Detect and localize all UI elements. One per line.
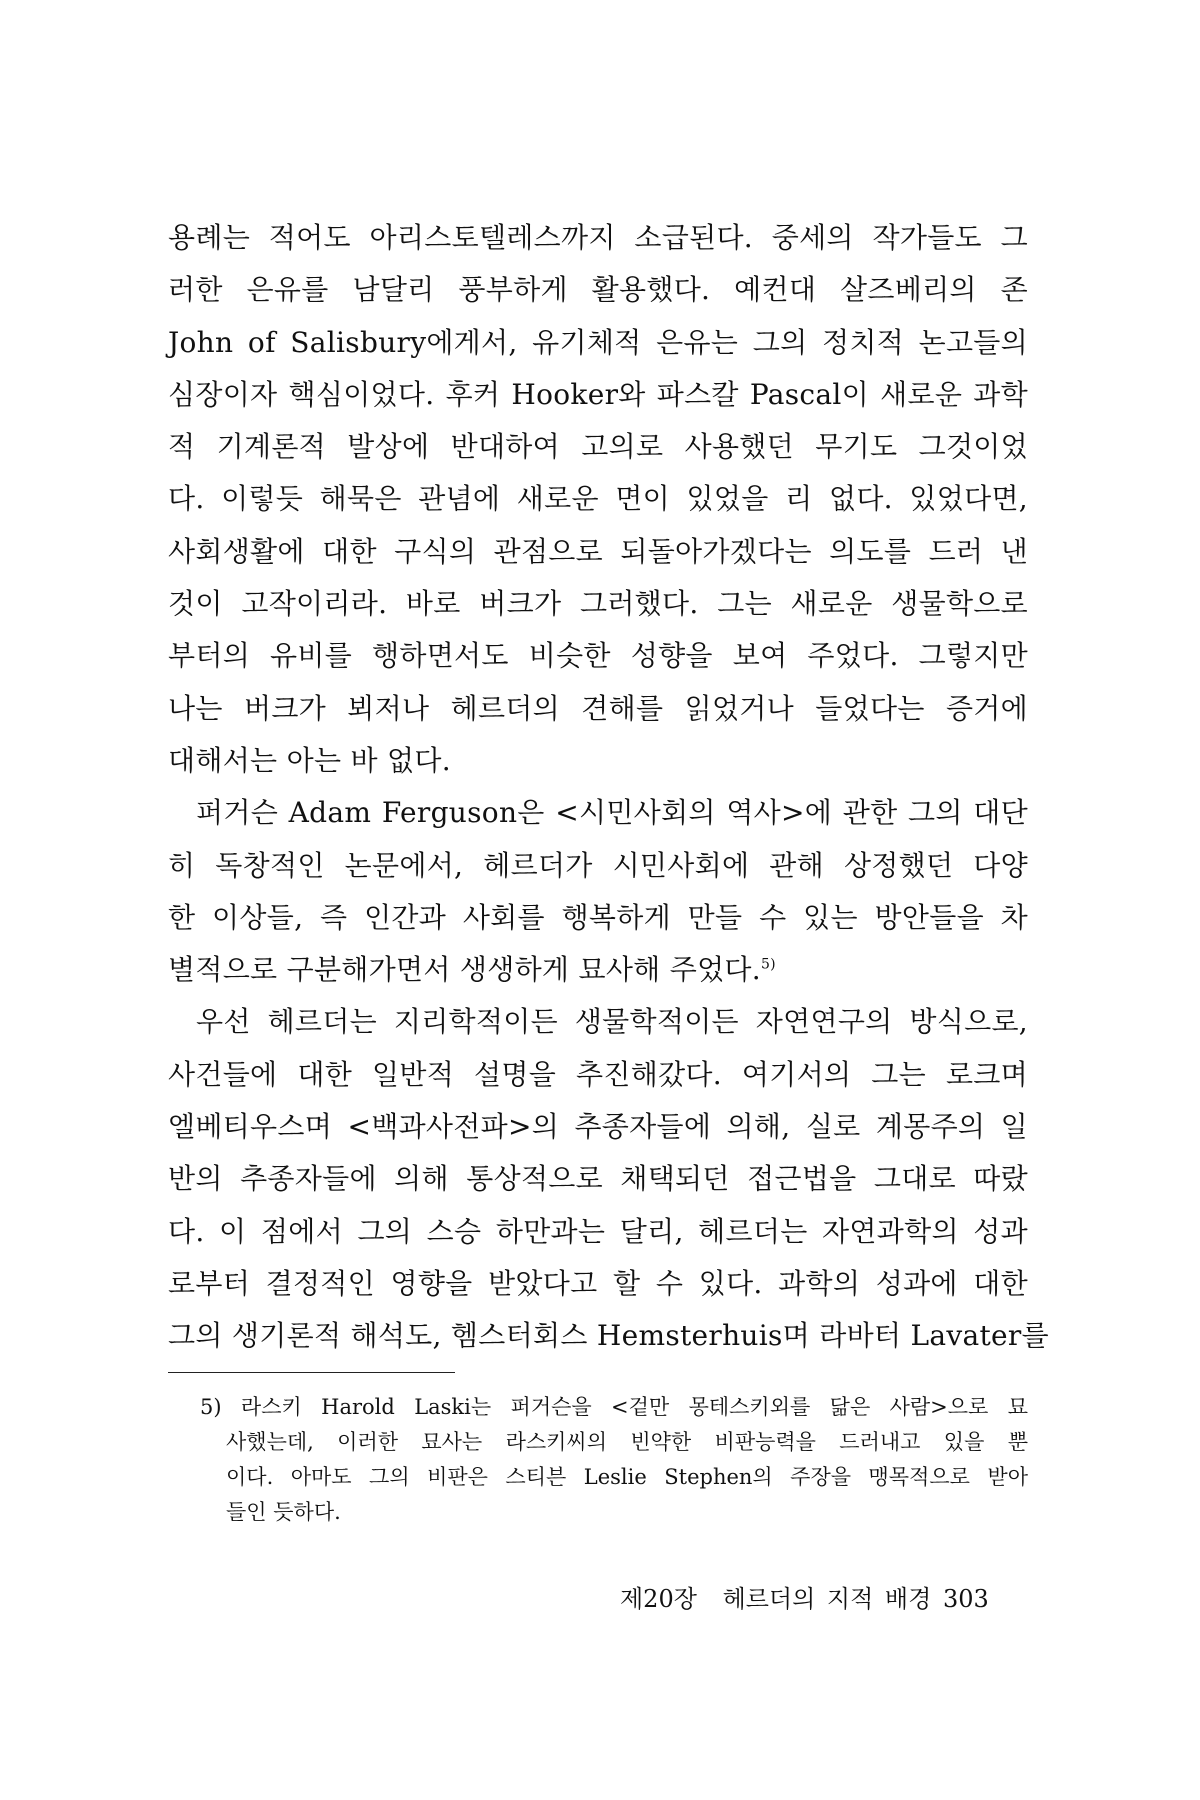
footnote-line: 들인 듯하다. [226,1500,341,1524]
footnote-divider [168,1372,455,1373]
text-line: 나는 버크가 뵈저나 헤르더의 견해를 읽었거나 들었다는 증거에 [168,691,1028,725]
footnote-line: 이다. 아마도 그의 비판은 스티븐 Leslie Stephen의 주장을 맹목적으로 받아 [226,1465,1028,1489]
footnote-line: 5) 라스키 Harold Laski는 퍼거슨을 <겉만 몽테스키외를 닮은 사람>으로 묘 [200,1395,1028,1419]
text-line: 우선 헤르더는 지리학적이든 생물학적이든 자연연구의 방식으로, [196,1005,1028,1039]
text-line: 별적으로 구분해가면서 생생하게 묘사해 주었다. [168,953,761,987]
text-line: 러한 은유를 남달리 풍부하게 활용했다. 예컨대 살즈베리의 존 [168,273,1028,307]
text-line: 사건들에 대한 일반적 설명을 추진해갔다. 여기서의 그는 로크며 [168,1057,1028,1091]
chapter-number: 제20장 [620,1585,697,1613]
text-line-with-footnote [168,944,1028,996]
text-line: 적 기계론적 발상에 반대하여 고의로 사용했던 무기도 그것이었 [168,430,1028,464]
text-line: 다. 이 점에서 그의 스승 하만과는 달리, 헤르더는 자연과학의 성과 [168,1214,1028,1248]
text-line: 그의 생기론적 해석도, 헴스터회스 Hemsterhuis며 라바터 Lavater를 [168,1319,1049,1353]
text-line: 사회생활에 대한 구식의 관점으로 되돌아가겠다는 의도를 드러 낸 [168,534,1028,568]
text-line: 퍼거슨 Adam Ferguson은 <시민사회의 역사>에 관한 그의 대단 [196,796,1028,830]
text-line: 엘베티우스며 <백과사전파>의 추종자들에 의해, 실로 계몽주의 일 [168,1110,1028,1144]
footnote-reference[interactable]: 5) [760,956,776,973]
text-line: 다. 이렇듯 해묵은 관념에 새로운 면이 있었을 리 없다. 있었다면, [168,482,1028,516]
text-line: 것이 고작이리라. 바로 버크가 그러했다. 그는 새로운 생물학으로 [168,587,1028,621]
page-number: 303 [942,1585,989,1613]
running-footer [620,1583,989,1615]
footnote-line: 사했는데, 이러한 묘사는 라스키씨의 빈약한 비판능력을 드러내고 있을 뿐 [226,1430,1028,1454]
text-line: 한 이상들, 즉 인간과 사회를 행복하게 만들 수 있는 방안들을 차 [168,900,1028,934]
text-line: 용례는 적어도 아리스토텔레스까지 소급된다. 중세의 작가들도 그 [168,221,1028,254]
chapter-title: 헤르더의 지적 배경 [722,1585,932,1613]
text-line: 반의 추종자들에 의해 통상적으로 채택되던 접근법을 그대로 따랐 [168,1162,1028,1196]
footnote-block [168,1390,1028,1530]
text-line: John of Salisbury에게서, 유기체적 은유는 그의 정치적 논고들의 [168,325,1028,359]
text-line: 부터의 유비를 행하면서도 비슷한 성향을 보여 주었다. 그렇지만 [168,639,1028,673]
main-text [168,212,1049,1363]
text-line: 심장이자 핵심이었다. 후커 Hooker와 파스칼 Pascal이 새로운 과학 [168,377,1028,411]
text-line: 로부터 결정적인 영향을 받았다고 할 수 있다. 과학의 성과에 대한 [168,1266,1028,1300]
text-line: 히 독창적인 논문에서, 헤르더가 시민사회에 관해 상정했던 다양 [168,848,1028,882]
text-line: 대해서는 아는 바 없다. [168,743,451,777]
